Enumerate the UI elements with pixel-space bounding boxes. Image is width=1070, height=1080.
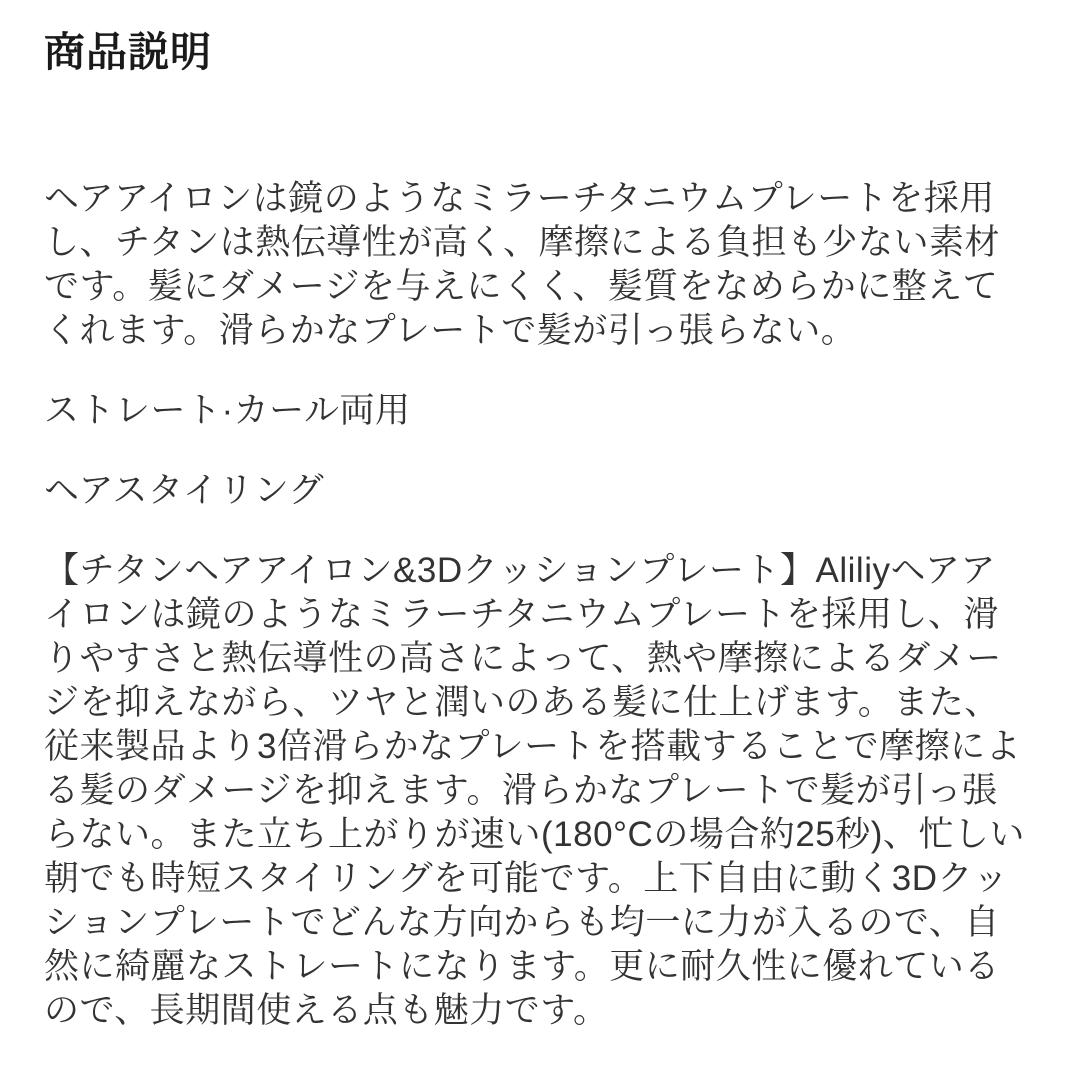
description-paragraph-features: 【チタンヘアアイロン&3Dクッションプレート】Aliliyヘアアイロンは鏡のようなミラーチタニウムプレートを採用し、滑りやすさと熱伝導性の高さによって、熱や摩擦によるダメージを抑えながら、ツヤと潤いのある髪に仕上げます。また、従来製品より3倍滑らかなプレートを搭載することで摩擦による髪のダメージを抑えます。滑らかなプレートで髪が引っ張らない。また立ち上がりが速い(180°Cの場合約25秒)、忙しい朝でも時短スタイリングを可能です。上下自由に動く3Dクッションプレートでどんな方向からも均一に力が入るので、自然に綺麗なストレートになります。更に耐久性に優れているので、長期間使える点も魅力です。 [44, 551, 1025, 1031]
description-paragraph-dual-use: ストレート·カール両用 [44, 391, 411, 431]
product-description-heading: 商品説明 [44, 29, 212, 75]
description-paragraph-hair-styling: ヘアスタイリング [44, 471, 325, 511]
description-paragraph-intro: ヘアアイロンは鏡のようなミラーチタニウムプレートを採用し、チタンは熱伝導性が高く、摩擦による負担も少ない素材です。髪にダメージを与えにくく、髪質をなめらかに整えてくれます。滑らかなプレートで髪が引っ張らない。 [44, 179, 1001, 351]
